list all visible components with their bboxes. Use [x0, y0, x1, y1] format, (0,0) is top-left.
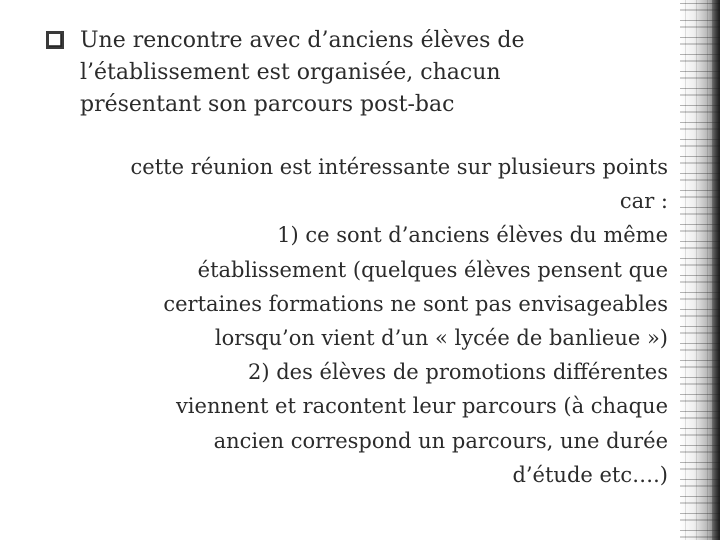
body-line: lorsqu’on vient d’un « lycée de banlieue »): [214, 326, 668, 351]
body-line: car :: [619, 189, 668, 214]
body-line: 2) des élèves de promotions différentes: [247, 360, 668, 385]
body-line: certaines formations ne sont pas envisageables: [163, 291, 668, 316]
body-line: ancien correspond un parcours, une durée: [213, 428, 668, 453]
bullet-line: Une rencontre avec d’anciens élèves de: [80, 28, 525, 53]
square-bullet-icon: [46, 31, 64, 49]
bullet-line: présentant son parcours post-bac: [80, 92, 455, 117]
body-line: d’étude etc….): [512, 462, 668, 487]
body-line: établissement (quelques élèves pensent que: [197, 257, 668, 282]
bullet-text: [80, 25, 660, 121]
body-line: cette réunion est intéressante sur plusieurs points: [130, 155, 668, 179]
body-paragraph: [100, 150, 668, 492]
body-line: 1) ce sont d’anciens élèves du même: [277, 223, 668, 248]
body-line: viennent et racontent leur parcours (à chaque: [175, 394, 668, 419]
right-edge-texture: [680, 0, 720, 540]
bullet-line: l’établissement est organisée, chacun: [80, 60, 501, 85]
